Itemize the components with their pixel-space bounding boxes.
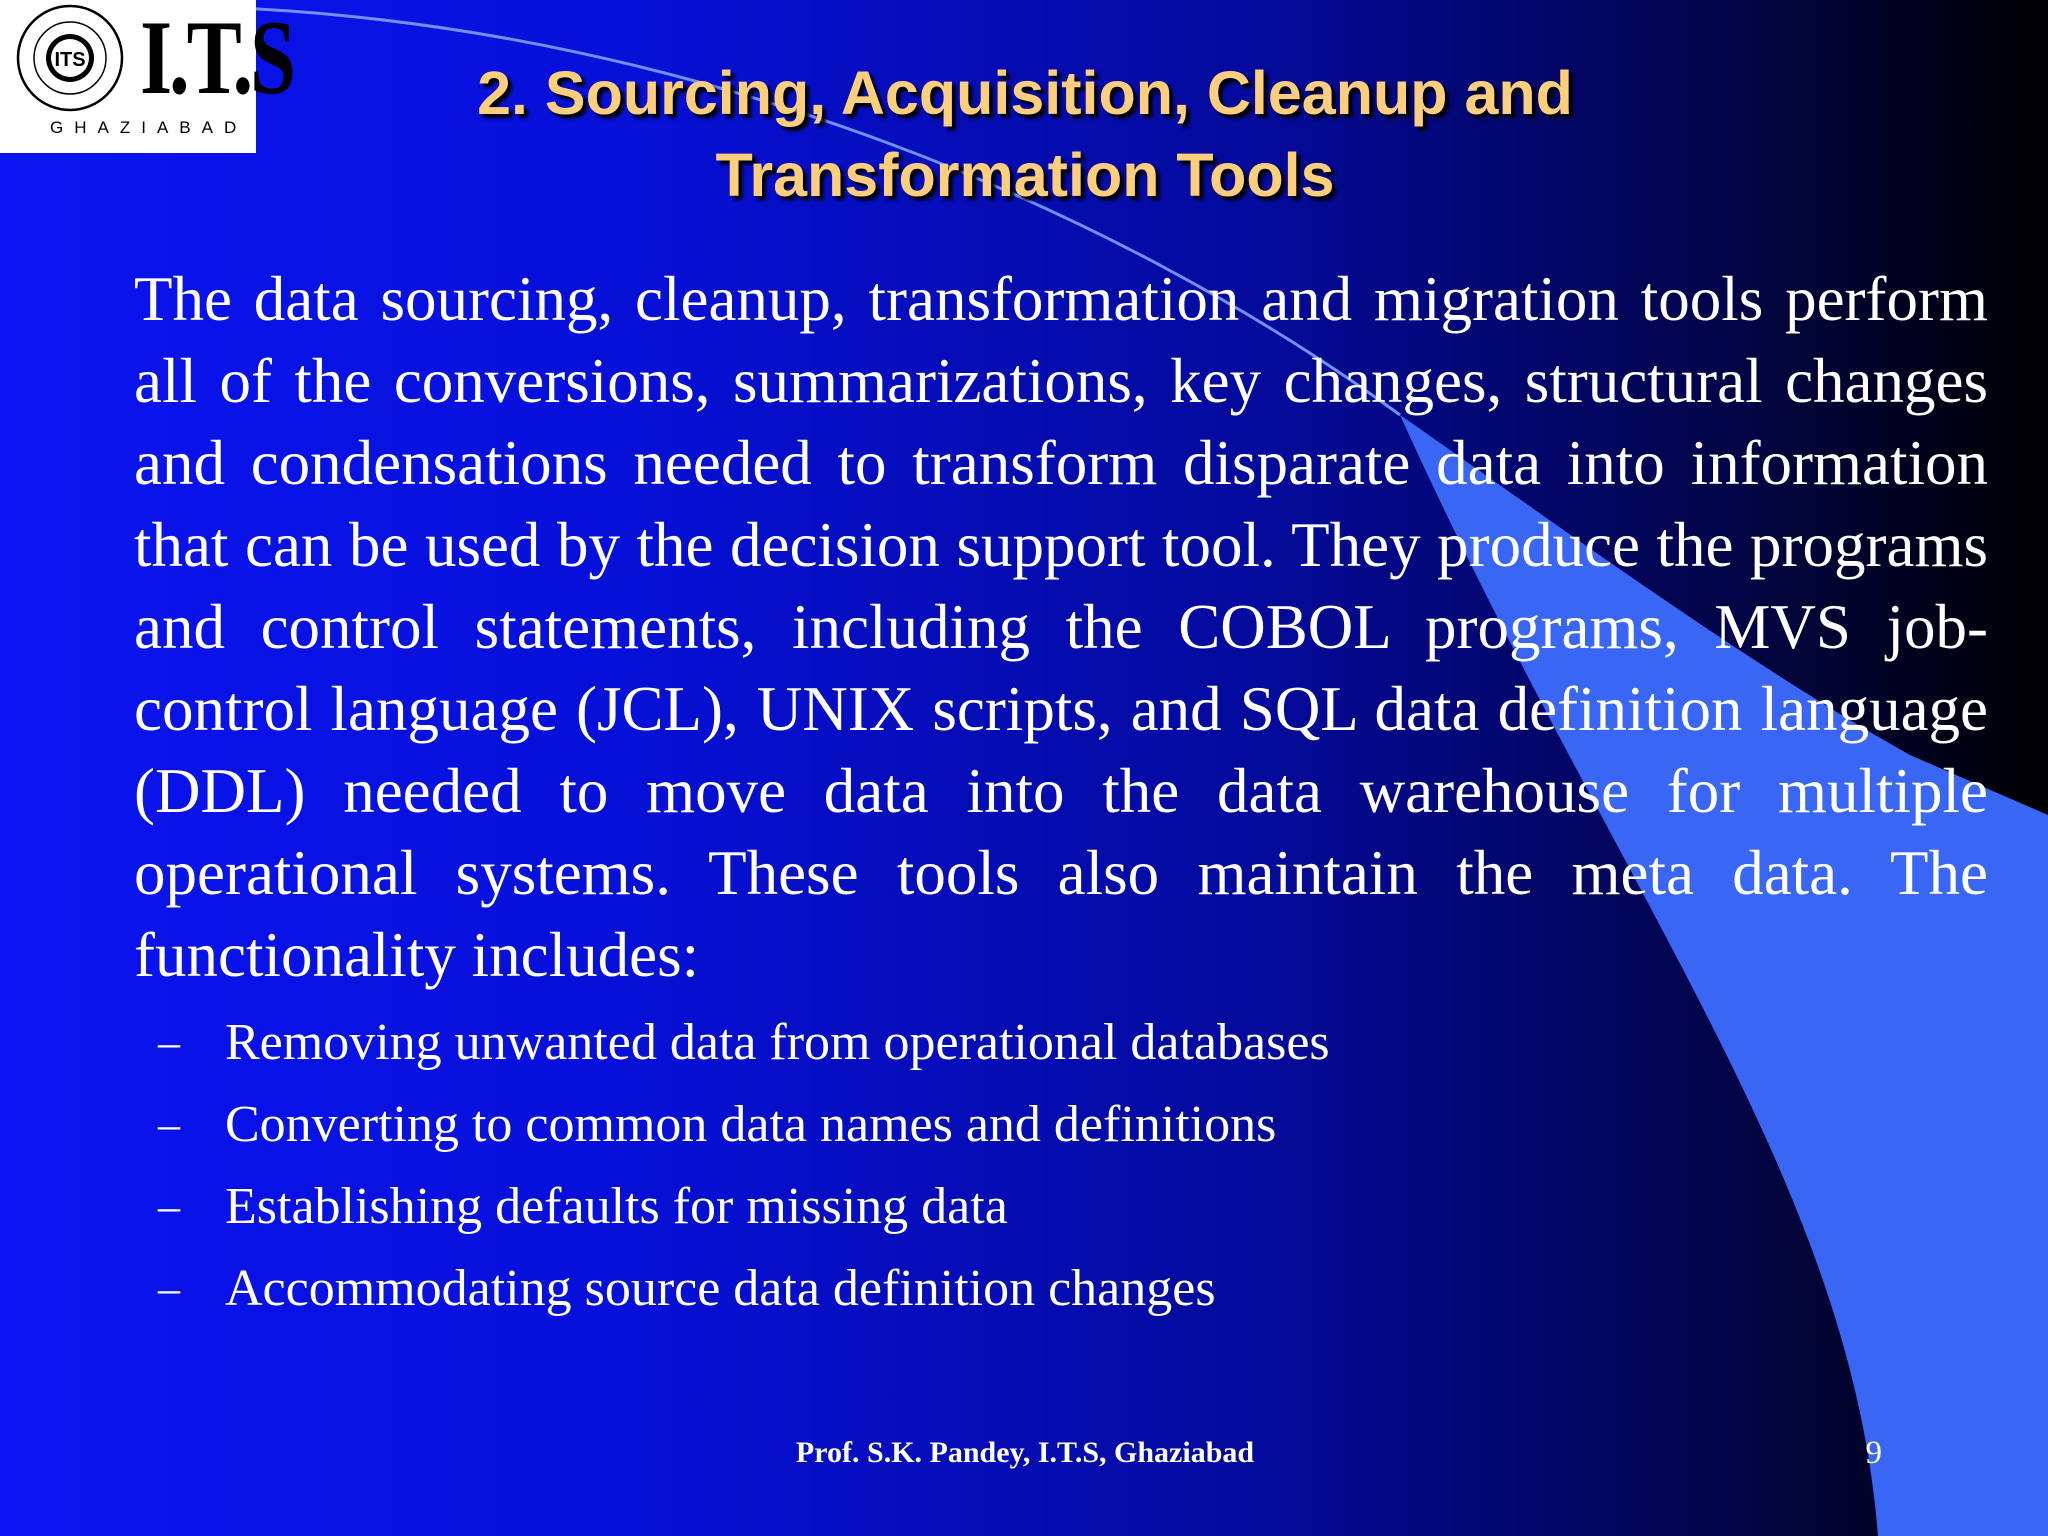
list-item-text: Converting to common data names and definitions bbox=[225, 1096, 1277, 1153]
its-logo bbox=[0, 0, 293, 153]
title-line-1: 2. Sourcing, Acquisition, Cleanup and bbox=[477, 59, 1573, 127]
dash-marker: – bbox=[158, 1264, 180, 1313]
seal-icon bbox=[0, 0, 140, 118]
dash-marker: – bbox=[158, 1182, 180, 1231]
list-item bbox=[134, 1248, 1934, 1330]
list-item-text: Establishing defaults for missing data bbox=[225, 1178, 1008, 1235]
list-item bbox=[134, 1166, 1934, 1248]
functionality-list bbox=[134, 1002, 1934, 1330]
list-item-text: Accommodating source data definition changes bbox=[225, 1260, 1216, 1317]
logo-wordmark: I.T.S bbox=[140, 0, 293, 116]
logo-city: GHAZIABAD bbox=[50, 118, 248, 137]
page-number: 9 bbox=[1865, 1435, 1882, 1471]
dash-marker: – bbox=[158, 1100, 180, 1149]
list-item bbox=[134, 1002, 1934, 1084]
list-item bbox=[134, 1084, 1934, 1166]
svg-text:ITS: ITS bbox=[54, 49, 86, 71]
dash-marker: – bbox=[158, 1018, 180, 1067]
footer-author: Prof. S.K. Pandey, I.T.S, Ghaziabad bbox=[795, 1436, 1255, 1469]
body-paragraph: The data sourcing, cleanup, transformation and migration tools perform all of the conversions, summarizations, key changes, structural changes and condensations needed to transform disparate data into information that can be used by the decision support tool. They produce the programs and control statements, including the COBOL programs, MVS job-control language (JCL), UNIX scripts, and SQL data definition language (DDL) needed to move data into the data warehouse for multiple operational systems. These tools also maintain the meta data. The functionality includes: bbox=[134, 264, 1988, 990]
list-item-text: Removing unwanted data from operational databases bbox=[225, 1014, 1330, 1071]
title-line-2: Transformation Tools bbox=[715, 141, 1335, 209]
slide-title bbox=[260, 52, 1790, 216]
